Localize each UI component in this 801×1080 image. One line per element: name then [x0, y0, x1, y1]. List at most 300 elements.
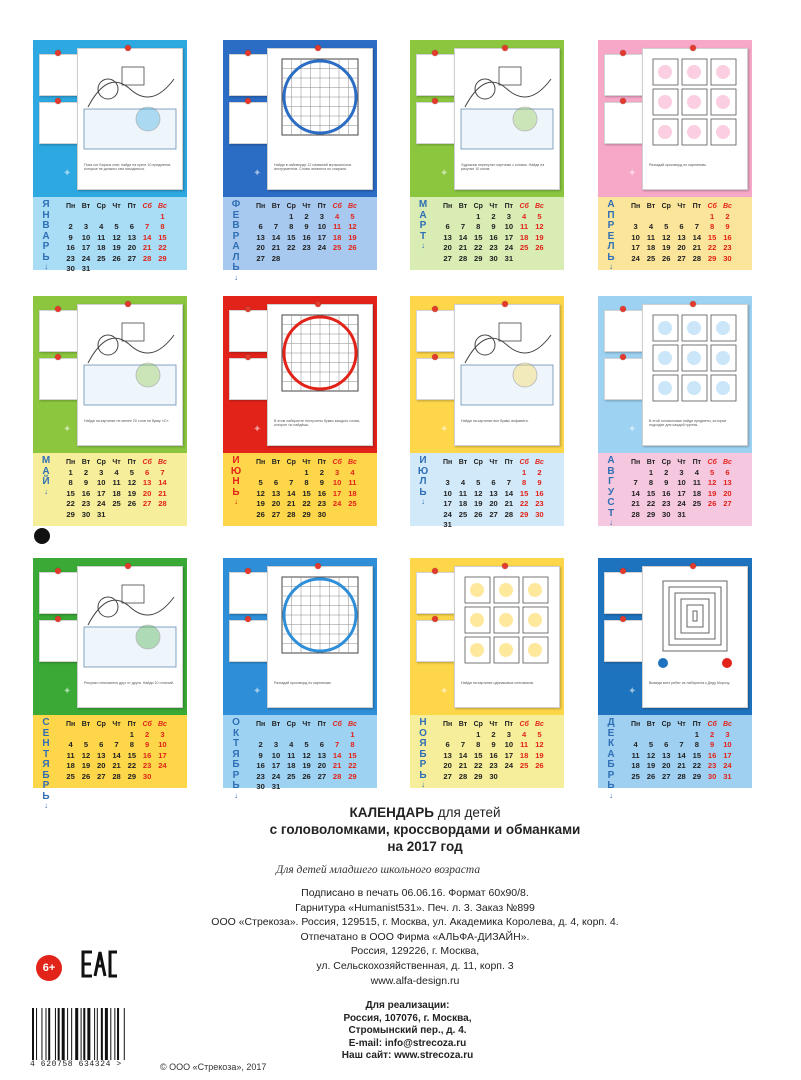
day-cell: 22	[519, 499, 529, 509]
month-name	[39, 200, 53, 271]
day-cell: 27	[677, 253, 686, 263]
month-card	[598, 558, 752, 800]
day-cell: 4	[522, 212, 527, 222]
day-cell: 1	[522, 468, 527, 478]
day-cell: 23	[662, 499, 671, 509]
month-name-text: А В Г У С Т	[607, 455, 615, 519]
barcode-number: 4 620758 634324 >	[30, 1060, 122, 1069]
weekday-header: Вт	[458, 458, 468, 466]
imprint-line: ООО «Стрекоза». Россия, 129515, г. Москва, ул. Академика Королева, д. 4, корп. 4.	[211, 916, 619, 929]
day-cell	[268, 467, 283, 477]
day-cell: 24	[631, 253, 640, 263]
day-cell: 17	[317, 232, 327, 242]
day-cell	[440, 211, 455, 221]
pushpin-icon	[55, 50, 61, 56]
sticky-note	[604, 572, 646, 614]
day-cell: 5	[304, 740, 309, 750]
day-cell: 27	[256, 253, 265, 263]
weekday-header: Пн	[66, 458, 76, 466]
day-cell: 8	[522, 478, 527, 488]
day-cell: 10	[504, 222, 514, 232]
weekday-header: Пт	[127, 720, 137, 728]
day-cell: 9	[304, 222, 309, 232]
day-cell: 16	[142, 750, 152, 760]
day-cell	[628, 211, 643, 221]
weekday-header: Чт	[677, 720, 686, 728]
day-cell: 2	[710, 730, 715, 740]
day-cell: 24	[443, 509, 452, 519]
day-cell: 1	[476, 730, 481, 740]
star-icon: ✦	[63, 686, 72, 697]
day-cell: 17	[443, 499, 452, 509]
day-cell: 1	[350, 730, 355, 740]
day-cell: 7	[114, 740, 119, 750]
day-cell: 26	[81, 771, 91, 781]
weekday-header: Пт	[692, 202, 702, 210]
weekday-header: Ср	[286, 720, 296, 728]
day-cell: 25	[112, 499, 121, 509]
weekday-header: Вс	[534, 720, 544, 728]
day-cell: 1	[694, 730, 699, 740]
day-cell: 6	[319, 740, 324, 750]
day-cell: 19	[81, 761, 91, 771]
weekday-header: Вт	[458, 720, 468, 728]
day-cell: 13	[142, 478, 152, 488]
day-cell: 2	[319, 468, 324, 478]
day-cell: 6	[273, 478, 279, 488]
day-cell: 30	[66, 264, 75, 274]
day-cell: 7	[506, 478, 511, 488]
weekday-header: Ср	[286, 458, 296, 466]
day-cell: 27	[489, 509, 498, 519]
day-cell: 12	[127, 478, 137, 488]
day-cell: 27	[443, 771, 452, 781]
day-cell	[345, 781, 360, 791]
title-light: для детей	[433, 805, 501, 820]
day-cell: 18	[631, 761, 640, 771]
sticky-note	[229, 54, 271, 96]
day-cell: 15	[302, 488, 311, 498]
pushpin-icon	[125, 301, 131, 307]
day-cell: 24	[504, 761, 514, 771]
puzzle-picture	[642, 566, 748, 708]
pushpin-icon	[55, 616, 61, 622]
day-cell: 4	[289, 740, 294, 750]
day-cell: 31	[81, 264, 91, 274]
weekday-header: Вс	[722, 202, 732, 210]
day-cell: 14	[271, 232, 281, 242]
star-icon: ✦	[440, 424, 449, 435]
weekday-header: Пт	[317, 202, 327, 210]
day-cell: 11	[646, 232, 655, 242]
weekday-header: Чт	[489, 202, 498, 210]
weekday-header: Ср	[473, 458, 483, 466]
weekday-header: Чт	[112, 458, 121, 466]
day-cell: 4	[522, 730, 527, 740]
weekday-header: Вс	[722, 720, 732, 728]
day-cell: 28	[458, 253, 468, 263]
weekday-header: Пт	[692, 720, 702, 728]
day-cell	[284, 467, 299, 477]
day-cell: 9	[664, 478, 669, 488]
day-cell: 27	[271, 509, 281, 519]
day-cell: 29	[302, 509, 311, 519]
day-cell: 30	[707, 771, 717, 781]
arrow-down-icon: ↓	[234, 790, 238, 800]
day-cell: 5	[664, 222, 669, 232]
day-cell: 14	[332, 750, 342, 760]
day-cell: 15	[646, 488, 656, 498]
sticky-note	[416, 620, 458, 662]
day-cell: 9	[83, 478, 89, 488]
sticky-note	[416, 572, 458, 614]
day-cell: 4	[648, 222, 654, 232]
day-cell: 30	[142, 771, 152, 781]
month-calendar-table	[628, 719, 735, 781]
day-cell: 5	[710, 468, 715, 478]
day-cell: 5	[476, 478, 481, 488]
puzzle-picture	[454, 304, 560, 446]
puzzle-illustration-icon	[455, 305, 559, 415]
day-cell: 11	[97, 232, 106, 242]
distribution-line: E-mail: info@strecoza.ru	[348, 1037, 467, 1049]
day-cell: 22	[302, 499, 311, 509]
day-cell	[501, 771, 516, 781]
day-cell: 29	[692, 771, 702, 781]
day-cell: 2	[83, 468, 89, 478]
weekday-header: Вт	[271, 202, 281, 210]
day-cell: 22	[66, 499, 75, 509]
day-cell: 5	[129, 468, 134, 478]
pushpin-icon	[620, 354, 626, 360]
day-cell: 8	[304, 478, 309, 488]
puzzle-illustration-icon	[643, 49, 747, 159]
day-cell: 20	[443, 243, 452, 253]
star-icon: ✦	[253, 686, 262, 697]
day-cell: 5	[537, 730, 542, 740]
pushpin-icon	[690, 563, 696, 569]
day-cell	[689, 509, 704, 519]
pushpin-icon	[620, 50, 626, 56]
day-cell: 1	[129, 730, 134, 740]
day-cell: 29	[646, 509, 656, 519]
month-name	[604, 456, 618, 527]
day-cell	[628, 729, 643, 739]
sticky-note	[604, 620, 646, 662]
day-cell: 10	[317, 222, 327, 232]
day-cell: 21	[112, 761, 121, 771]
day-cell	[299, 729, 314, 739]
weekday-header: Вс	[157, 458, 167, 466]
day-cell: 3	[679, 468, 684, 478]
puzzle-illustration-icon	[643, 305, 747, 415]
day-cell: 22	[474, 243, 483, 253]
day-cell: 24	[97, 499, 106, 509]
pushpin-icon	[502, 301, 508, 307]
sticky-note	[229, 358, 271, 400]
day-cell: 25	[332, 243, 342, 253]
day-cell	[139, 509, 154, 519]
month-card	[223, 558, 377, 800]
day-cell: 7	[679, 740, 684, 750]
month-name-text: И Ю Н Ь	[230, 455, 242, 498]
pushpin-icon	[690, 301, 696, 307]
day-cell: 12	[256, 488, 265, 498]
day-cell	[78, 211, 93, 221]
day-cell	[486, 519, 501, 529]
month-card	[598, 296, 752, 526]
day-cell	[268, 729, 283, 739]
day-cell: 10	[504, 740, 514, 750]
barcode-icon	[30, 1008, 150, 1060]
day-cell: 14	[158, 478, 167, 488]
weekday-header: Вс	[347, 458, 357, 466]
day-cell: 23	[142, 761, 152, 771]
weekday-header: Чт	[489, 720, 498, 728]
day-cell: 2	[537, 468, 542, 478]
day-cell: 28	[271, 253, 281, 263]
arrow-down-icon: ↓	[44, 486, 48, 496]
month-calendar-table	[628, 201, 735, 263]
day-cell: 31	[504, 253, 514, 263]
day-cell: 3	[99, 468, 104, 478]
month-name-text: И Ю Л Ь	[417, 455, 429, 498]
day-cell: 9	[491, 222, 496, 232]
sticky-note	[604, 54, 646, 96]
day-cell: 21	[677, 761, 686, 771]
day-cell: 6	[664, 740, 669, 750]
day-cell: 15	[348, 750, 357, 760]
month-calendar-table	[253, 719, 360, 792]
imprint-line: Подписано в печать 06.06.16. Формат 60х90/8.	[301, 887, 529, 899]
day-cell	[455, 519, 470, 529]
day-cell: 4	[633, 740, 638, 750]
day-cell	[284, 729, 299, 739]
day-cell	[139, 263, 154, 273]
month-name	[416, 718, 430, 789]
day-cell: 20	[443, 761, 452, 771]
day-cell	[253, 211, 268, 221]
day-cell: 10	[158, 740, 167, 750]
day-cell: 6	[445, 740, 450, 750]
day-cell: 13	[443, 750, 452, 760]
sticky-note	[416, 358, 458, 400]
day-cell: 27	[443, 253, 452, 263]
day-cell	[455, 211, 470, 221]
day-cell: 13	[97, 750, 106, 760]
month-name	[229, 456, 243, 506]
day-cell: 15	[707, 232, 717, 242]
day-cell	[329, 253, 344, 263]
day-cell: 31	[677, 509, 686, 519]
weekday-header: Пн	[66, 720, 76, 728]
puzzle-caption: Разгадай кроссворд по картинкам.	[649, 163, 707, 167]
day-cell	[94, 211, 109, 221]
day-cell: 28	[287, 509, 296, 519]
weekday-header: Пт	[317, 720, 327, 728]
day-cell: 16	[256, 761, 265, 771]
day-cell: 26	[256, 509, 265, 519]
day-cell	[94, 263, 109, 273]
day-cell: 19	[535, 232, 544, 242]
day-cell	[501, 519, 516, 529]
day-cell: 8	[129, 740, 134, 750]
month-name-text: С Е Н Т Я Б Р Ь	[42, 717, 50, 802]
title-bold: КАЛЕНДАРЬ	[349, 805, 434, 820]
arrow-down-icon: ↓	[234, 497, 238, 506]
weekday-header: Вт	[458, 202, 468, 210]
day-cell: 12	[302, 750, 311, 760]
day-cell: 5	[350, 212, 355, 222]
puzzle-picture	[77, 566, 183, 708]
pushpin-icon	[245, 50, 251, 56]
weekday-header: Вт	[271, 720, 281, 728]
day-cell	[501, 467, 516, 477]
day-cell: 31	[723, 771, 732, 781]
day-cell: 23	[489, 243, 498, 253]
day-cell: 28	[112, 771, 121, 781]
day-cell: 18	[348, 488, 357, 498]
day-cell	[532, 253, 547, 263]
month-name	[229, 200, 243, 282]
day-cell: 27	[723, 499, 732, 509]
day-cell: 19	[535, 750, 544, 760]
day-cell	[124, 509, 139, 519]
pushpin-icon	[620, 306, 626, 312]
day-cell	[109, 263, 124, 273]
day-cell: 7	[633, 478, 638, 488]
day-cell: 8	[694, 740, 699, 750]
day-cell: 13	[443, 232, 452, 242]
month-calendar-table	[63, 457, 170, 519]
day-cell: 29	[519, 509, 529, 519]
weekday-header: Вс	[722, 458, 732, 466]
day-cell: 21	[458, 761, 468, 771]
puzzle-caption: В этом лабиринте построены буквы каждого слова, которое ты найдёшь.	[274, 419, 360, 428]
pushpin-icon	[315, 45, 321, 51]
day-cell: 28	[631, 509, 640, 519]
day-cell: 17	[504, 750, 514, 760]
day-cell: 7	[335, 740, 340, 750]
day-cell	[63, 729, 78, 739]
day-cell: 29	[474, 771, 483, 781]
weekday-header: Пн	[443, 458, 453, 466]
puzzle-caption: Выведи всех ребят из лабиринта к Деду Морозу.	[649, 681, 731, 685]
day-cell: 8	[350, 740, 355, 750]
day-cell	[516, 771, 531, 781]
day-cell: 9	[145, 740, 150, 750]
pushpin-icon	[125, 45, 131, 51]
day-cell	[63, 211, 78, 221]
day-cell: 30	[489, 771, 498, 781]
day-cell: 8	[289, 222, 294, 232]
day-cell: 26	[535, 761, 544, 771]
day-cell: 9	[68, 232, 73, 242]
puzzle-illustration-icon	[78, 305, 182, 415]
day-cell: 17	[723, 750, 732, 760]
puzzle-caption: Пока кот Барсик спит, найди на кухне 10 предметов, которые не должны там находиться.	[84, 163, 172, 172]
pushpin-icon	[432, 354, 438, 360]
day-cell: 3	[445, 478, 450, 488]
puzzle-caption: Художник перепутал картинки с котами. Найди на рисунке 10 котов.	[461, 163, 545, 172]
day-cell: 5	[648, 740, 654, 750]
pushpin-icon	[432, 98, 438, 104]
puzzle-illustration-icon	[268, 567, 372, 677]
month-card	[223, 40, 377, 282]
puzzle-picture	[642, 48, 748, 190]
weekday-header: Вт	[81, 720, 91, 728]
day-cell: 2	[258, 740, 263, 750]
age-subtitle: Для детей младшего школьного возраста	[276, 864, 481, 876]
weekday-header: Вт	[646, 720, 656, 728]
day-cell: 7	[460, 740, 466, 750]
day-cell: 3	[506, 730, 511, 740]
month-card	[410, 296, 564, 530]
weekday-header: Пн	[631, 458, 641, 466]
weekday-header: Пн	[256, 458, 266, 466]
day-cell: 16	[66, 243, 75, 253]
day-cell: 4	[335, 212, 340, 222]
weekday-header: Сб	[519, 458, 529, 466]
puzzle-picture	[454, 48, 560, 190]
day-cell: 10	[677, 478, 686, 488]
weekday-header: Пн	[443, 720, 453, 728]
puzzle-caption: Найди на картинке одинаковых снеговиков.	[461, 681, 534, 685]
day-cell: 20	[662, 761, 671, 771]
day-cell	[139, 211, 154, 221]
day-cell: 23	[81, 499, 91, 509]
day-cell: 9	[725, 222, 730, 232]
day-cell: 28	[158, 499, 167, 509]
puzzle-caption: В этой головоломке найди предметы, которые подходят для каждой группы.	[649, 419, 727, 428]
day-cell	[628, 467, 643, 477]
day-cell: 28	[504, 509, 514, 519]
day-cell: 23	[707, 761, 717, 771]
day-cell: 21	[271, 243, 281, 253]
pushpin-icon	[315, 563, 321, 569]
day-cell: 21	[458, 243, 468, 253]
arrow-down-icon: ↓	[609, 262, 613, 271]
day-cell	[124, 211, 139, 221]
month-name	[604, 718, 618, 800]
day-cell: 15	[287, 232, 296, 242]
sticky-note	[229, 620, 271, 662]
month-name	[39, 456, 53, 496]
day-cell: 10	[631, 232, 640, 242]
day-cell: 22	[646, 499, 656, 509]
weekday-header: Вс	[347, 720, 357, 728]
day-cell: 17	[97, 488, 106, 498]
day-cell	[314, 253, 329, 263]
weekday-header: Ср	[661, 458, 671, 466]
day-cell: 9	[710, 740, 715, 750]
weekday-header: Вт	[271, 458, 281, 466]
eac-mark-icon	[80, 944, 120, 984]
day-cell: 15	[474, 232, 483, 242]
day-cell: 7	[289, 478, 294, 488]
weekday-header: Чт	[302, 458, 311, 466]
day-cell: 5	[83, 740, 89, 750]
day-cell: 22	[127, 761, 137, 771]
weekday-header: Чт	[677, 458, 686, 466]
day-cell	[704, 509, 719, 519]
day-cell: 28	[692, 253, 702, 263]
day-cell: 9	[537, 478, 542, 488]
day-cell: 21	[158, 488, 167, 498]
weekday-header: Пн	[631, 202, 641, 210]
day-cell: 27	[317, 771, 327, 781]
weekday-header: Чт	[489, 458, 498, 466]
